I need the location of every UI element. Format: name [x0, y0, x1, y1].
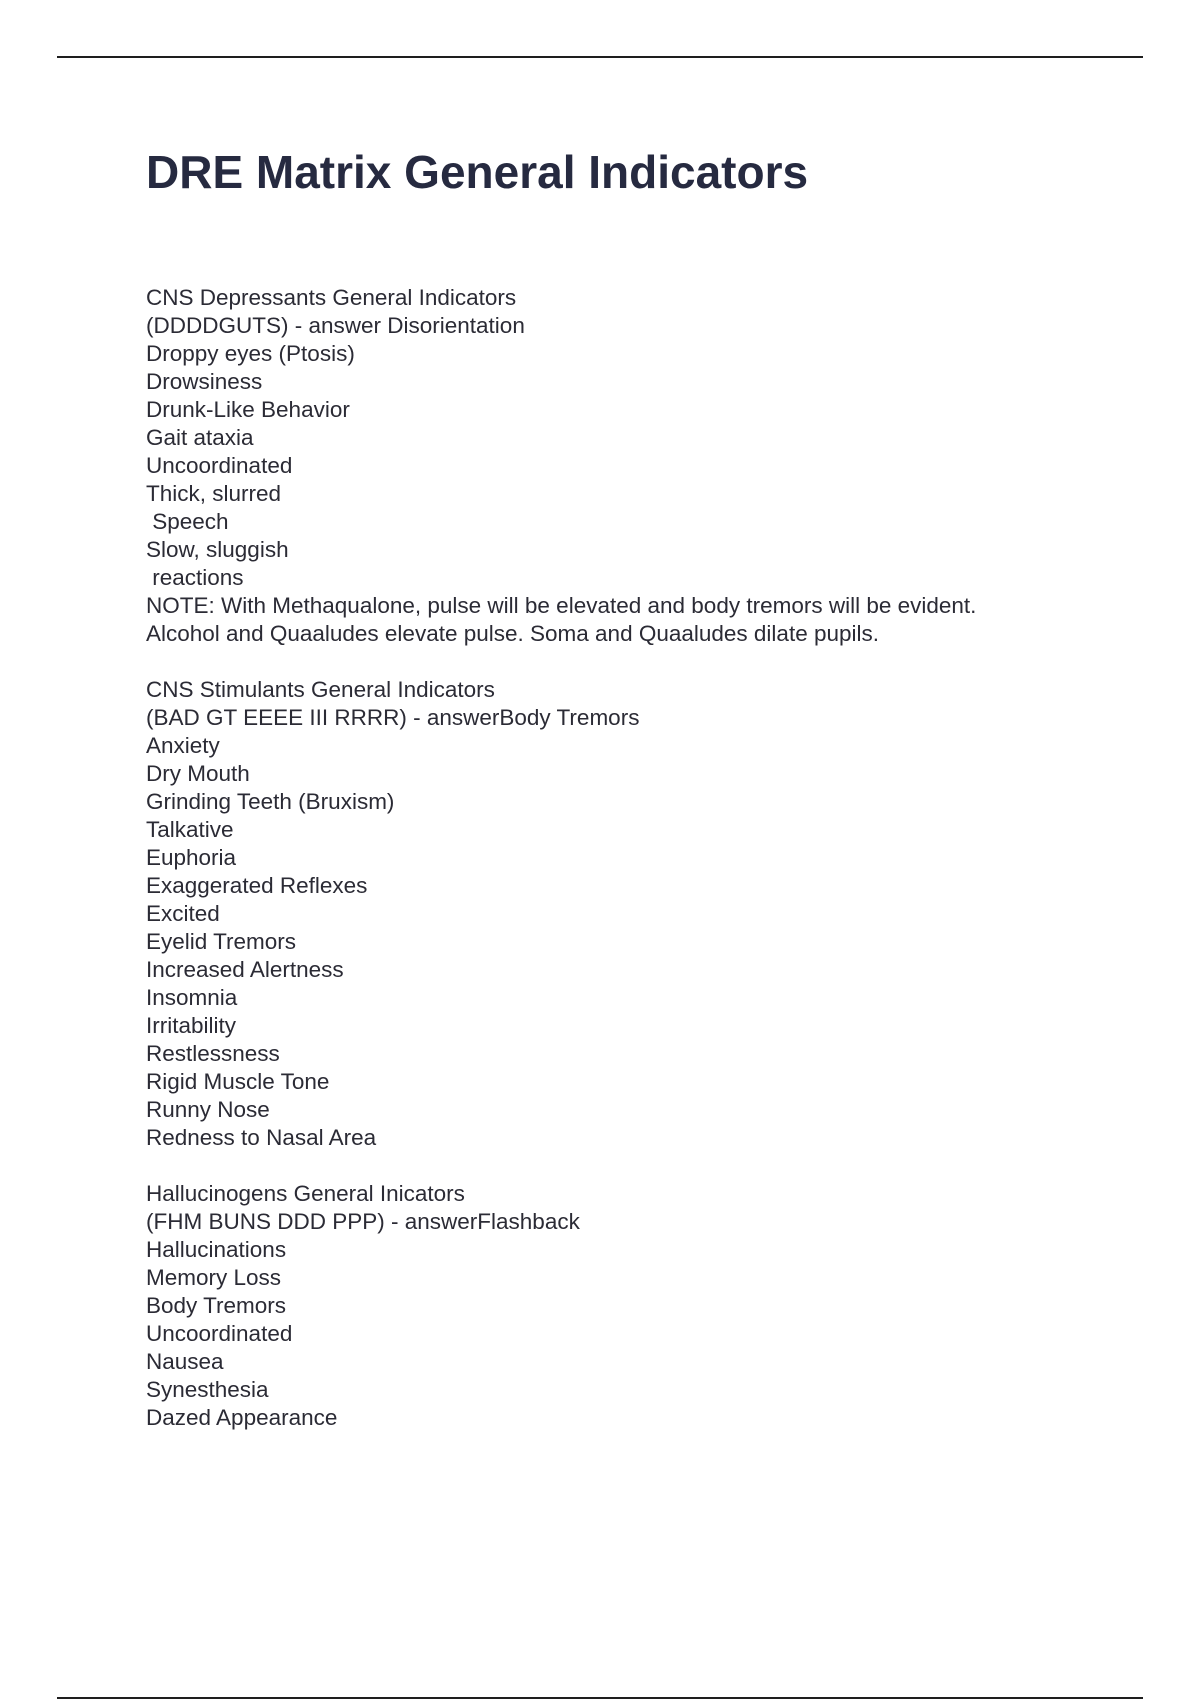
document-body	[146, 284, 1106, 1460]
text-line: Gait ataxia	[146, 425, 254, 450]
text-line: Nausea	[146, 1349, 224, 1374]
text-line: NOTE: With Methaqualone, pulse will be elevated and body tremors will be evident.	[146, 593, 977, 618]
text-line: Body Tremors	[146, 1293, 287, 1318]
text-line: Runny Nose	[146, 1097, 270, 1122]
text-line: Restlessness	[146, 1041, 280, 1066]
text-line: Redness to Nasal Area	[146, 1125, 377, 1150]
text-line: (BAD GT EEEE III RRRR) - answerBody Tremors	[146, 705, 640, 730]
text-line: Rigid Muscle Tone	[146, 1069, 330, 1094]
text-line: Anxiety	[146, 733, 220, 758]
section-cns-depressants	[146, 284, 1106, 648]
text-line: Euphoria	[146, 845, 237, 870]
page-title: DRE Matrix General Indicators	[146, 146, 809, 198]
text-line: Thick, slurred	[146, 481, 282, 506]
text-line: Insomnia	[146, 985, 238, 1010]
text-line: Eyelid Tremors	[146, 929, 297, 954]
text-line: Synesthesia	[146, 1377, 269, 1402]
text-line: Alcohol and Quaaludes elevate pulse. Soma and Quaaludes dilate pupils.	[146, 621, 879, 646]
text-line: Memory Loss	[146, 1265, 282, 1290]
text-line: Dry Mouth	[146, 761, 250, 786]
section-heading: CNS Stimulants General Indicators	[146, 677, 495, 702]
text-line: Increased Alertness	[146, 957, 344, 982]
text-line: Excited	[146, 901, 220, 926]
text-line: Uncoordinated	[146, 1321, 293, 1346]
text-line: Drunk-Like Behavior	[146, 397, 350, 422]
section-heading: Hallucinogens General Inicators	[146, 1181, 465, 1206]
text-line: Talkative	[146, 817, 234, 842]
text-line: (FHM BUNS DDD PPP) - answerFlashback	[146, 1209, 580, 1234]
text-line: Hallucinations	[146, 1237, 287, 1262]
text-line: Drowsiness	[146, 369, 263, 394]
text-line: Grinding Teeth (Bruxism)	[146, 789, 395, 814]
text-line: Uncoordinated	[146, 453, 293, 478]
text-line: Dazed Appearance	[146, 1405, 338, 1430]
text-line: Irritability	[146, 1013, 237, 1038]
text-line: (DDDDGUTS) - answer Disorientation	[146, 313, 525, 338]
header-rule	[57, 56, 1143, 58]
text-line: Speech	[146, 509, 229, 534]
text-line: Exaggerated Reflexes	[146, 873, 368, 898]
text-line: reactions	[146, 565, 244, 590]
section-heading: CNS Depressants General Indicators	[146, 285, 517, 310]
footer-rule	[57, 1697, 1143, 1699]
text-line: Slow, sluggish	[146, 537, 289, 562]
section-cns-stimulants	[146, 676, 1106, 1152]
text-line: Droppy eyes (Ptosis)	[146, 341, 355, 366]
section-hallucinogens	[146, 1180, 1106, 1432]
